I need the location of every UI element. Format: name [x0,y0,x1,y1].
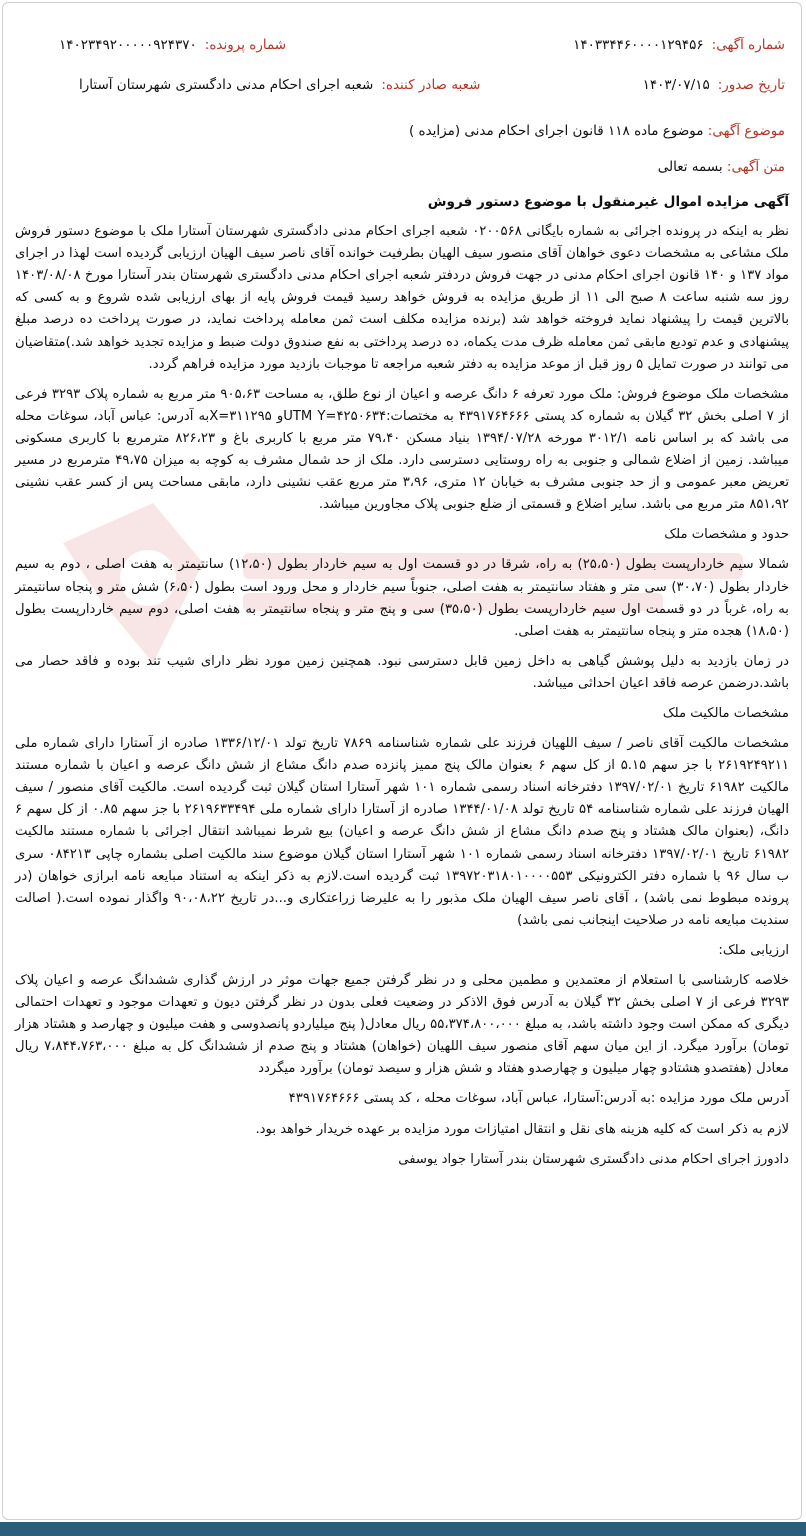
text-label: متن آگهی: [726,159,785,175]
subject-line [19,123,785,145]
valuation-title: ارزیابی ملک: [718,942,789,958]
paragraph-boundaries: شمالا سیم خاردارپست بطول (۲۵،۵۰) به راه، شرقا در دو قسمت اول به سیم خاردار بطول (۱۲،۵۰) سانتیمتر به هفت اصلی ، دوم به سیم خاردار بطول (۳۰،۷۰) سی متر و هفتاد سانتیمتر به هفت اصلی، جنوباً سیم خاردار و محل ورود است بطول (۶،۵۰) شش متر و پنجاه سانتیمتر به راه، غرباً در دو قسمت اول سیم خاردارپست بطول (۳۵،۵۰) سی و پنج متر و پنجاه سانتیمتر به هفت اصلی، دوم سیم خاردارپست بطول (۱۸،۵۰) هجده متر و پنجاه سانتیمتر به هفت اصلی. [15,557,789,639]
text-line [19,159,785,181]
notice-number-value: ۱۴۰۳۳۴۴۶۰۰۰۰۱۲۹۴۵۶ [573,37,704,53]
paragraph-auction-details: نظر به اینکه در پرونده اجرائی به شماره بایگانی ۰۲۰۰۵۶۸ شعبه اجرای احکام مدنی دادگستری شهرستان آستارا ملک با موضوع دستور فروش ملک مشاعی به مشخصات دعوی خواهان آقای منصور سیف الهیان بطرفیت خوانده آقای ناصر سیف الهیان ارزیابی گردیده است لهذا در اجرای مواد ۱۳۷ و ۱۴۰ قانون اجرای احکام مدنی در جهت فروش دردفتر شعبه اجرای احکام مدنی دادگستری شهرستان بندر آستارا مورخ ۱۴۰۳/۰۸/۰۸ روز سه شنبه ساعت ۸ صبح الی ۱۱ از طریق مزایده به فروش خواهد رسید قیمت فروش پایه از بهای ارزیابی شده شروع و به کسی که بالاترین قیمت را پیشنهاد نماید فروخته خواهد شد (برنده مزایده مکلف است ثمن معامله پرداخت نماید، در صورت پرداخت ده درصد مبلغ پیشنهادی و عدم تودیع مابقی ثمن معامله ظرف مدت یکماه، ده درصد پرداختی به نفع صندوق دولت ضبط و مزایده تجدید خواهد شد.)متقاضیان می توانند در صورت تمایل ۵ روز قبل از موعد مزایده به دفتر شعبه مراجعه تا موجبات بازدید مورد مزایده فراهم گردد. [15,224,789,372]
file-number [59,37,286,53]
file-number-value: ۱۴۰۲۳۴۹۲۰۰۰۰۰۹۲۴۳۷۰ [59,37,197,53]
signature-line: دادورز اجرای احکام مدنی دادگستری شهرستان بندر آستارا جواد یوسفی [398,1151,789,1167]
paragraph-property-specs: مشخصات ملک موضوع فروش: ملک مورد تعرفه ۶ دانگ عرصه و اعیان از نوع طلق، به مساحت ۹۰۵،۶۳ متر مربع به شماره پلاک ۳۲۹۳ فرعی از ۷ اصلی بخش ۳۲ گیلان به شماره کد پستی ۴۳۹۱۷۶۴۶۶۶ به مختصات:UTM Y=۴۲۵۰۶۳۴و X=۳۱۱۲۹۵به آدرس: عباس آباد، سوغات محله می باشد که بر اساس نامه ۳۰۱۲/۱ مورخه ۱۳۹۴/۰۷/۲۸ بنیاد مسکن ۷۹،۴۰ متر مربع با کاربری باغ و ۸۲۶،۲۳ مترمربع با کاربری مسکونی میباشد. زمین از اضلاع شمالی و جنوبی به راه روستایی دسترسی دارد. ملک از حد شمال مشرف به کوچه به میزان ۴۹،۷۵ مترمربع در مسیر تعریض معبر عمومی و از حد جنوبی مشرف به خیابان ۱۲ متری، ۳،۹۶ متر مربع عقب نشینی دارد، مابقی مساحت پس از کسر عقب نشینی ۸۵۱،۹۲ متر مربع می باشد. سایر اضلاع و قسمتی از ضلع جنوبی پلاک مجاورین میباشد. [15,386,790,513]
subject-label: موضوع آگهی: [707,123,785,139]
header-row-2 [19,73,785,97]
address-line: آدرس ملک مورد مزایده :به آدرس:آستارا، عباس آباد، سوغات محله ، کد پستی ۴۳۹۱۷۶۴۶۶۶ [288,1091,789,1107]
file-number-label: شماره پرونده: [204,37,287,53]
notice-body [15,191,789,1179]
paragraph-valuation: خلاصه کارشناسی با استعلام از معتمدین و مطمین محلی و در نظر گرفتن جمیع جهات موثر در ارزش گذاری ششدانگ عرصه و اعیان پلاک ۳۲۹۳ فرعی از ۷ اصلی بخش ۳۲ گیلان به آدرس فوق الاذکر در وضعیت فعلی بدون در نظر گرفتن دیون و تعهدات موجود و تعهدات احتمالی دیگری که ممکن است وجود داشته باشد، به مبلغ ۵۵،۳۷۴،۸۰۰،۰۰۰ ریال معادل( پنج میلیاردو پانصدوسی و هفت میلیون و چهارصد و هشتاد هزار تومان) برآورد میگرد. از این میان سهم آقای منصور سیف اللهیان (خواهان) هشتاد و پنج صدم از ششدانگ کل به مبلغ ۷،۸۴۴،۷۶۳،۰۰۰ ریال معادل (هفتصدو هشتادو چهار میلیون و چهارصدو هفتاد و شش هزار و سیصد تومان) برآورد میگردد [15,973,789,1077]
issuer-label: شعبه صادر کننده: [381,77,481,93]
paragraph-site-visit: در زمان بازدید به دلیل پوشش گیاهی به داخل زمین قابل دسترسی نبود. همچنین زمین مورد نظر دارای شیب تند بوده و فاقد حصار می باشد.درضمن عرصه فاقد اعیان احداثی میباشد. [15,653,789,691]
subject-value: موضوع ماده ۱۱۸ قانون اجرای احکام مدنی (مزایده ) [408,123,704,139]
text-intro: بسمه تعالی [657,159,723,175]
issue-date [643,77,785,93]
paragraph-ownership: مشخصات مالکیت آقای ناصر / سیف اللهیان فرزند علی شماره شناسنامه ۷۸۶۹ تاریخ تولد ۱۳۳۶/۱۲/۰۱ صادره از آستارا دارای شماره ملی ۲۶۱۹۲۴۹۲۱۱ با جز سهم ۵.۱۵ از کل سهم ۶ بعنوان مالک پنج ممیز پانزده صدم دانگ مشاع از شش دانگ عرصه و اعیان با شماره مستند مالکیت ۶۱۹۸۲ تاریخ ۱۳۹۷/۰۲/۰۱ دفترخانه اسناد رسمی شماره ۱۰۱ شهر آستارا استان گیلان ثبت گردیده است. مالکیت آقای منصور / سیف الهیان فرزند علی شماره شناسنامه ۵۴ تاریخ تولد ۱۳۴۴/۰۱/۰۸ صادره از آستارا دارای شماره ملی ۲۶۱۹۶۳۳۴۹۴ با جز سهم ۰.۸۵ از کل سهم ۶ دانگ، (بعنوان مالک هشتاد و پنج صدم دانگ مشاع از شش دانگ عرصه و اعیان) بیع شرط نمیباشد انتقال اجرائی با شماره مستند مالکیت ۶۱۹۸۲ تاریخ ۱۳۹۷/۰۲/۰۱ دفترخانه اسناد رسمی شماره ۱۰۱ شهر آستارا استان گیلان موضوع سند مالکیت اصلی بشماره چاپی ۰۸۴۲۱۳ سری ب سال ۹۶ با شماره دفتر الکترونیکی ۱۳۹۷۲۰۳۱۸۰۱۰۰۰۰۵۵۳ ثبت گردیده است.لازم به ذکر اینکه به استناد مبایعه نامه ابرازی خواهان (در پرونده مبطوط نمی باشد) ، آقای ناصر سیف الهیان ملک مذبور را به علیرضا زراعتکاری و...در تاریخ ۹۰،۰۸،۲۲ واگذار نموده است.( اصالت سندیت مبایعه نامه در صلاحیت اینجانب نمی باشد) [15,736,790,928]
ownership-title: مشخصات مالکیت ملک [662,705,789,721]
notice-title: آگهی مزایده اموال غیرمنقول با موضوع دستور فروش [427,194,789,210]
issue-date-value: ۱۴۰۳/۰۷/۱۵ [642,77,710,93]
issuer [79,77,480,93]
bottom-bar [0,1522,806,1536]
notice-number [573,37,785,53]
issue-date-label: تاریخ صدور: [717,77,785,93]
notice-number-label: شماره آگهی: [711,37,785,53]
notice-sheet [2,2,802,1520]
note-line: لازم به ذکر است که کلیه هزینه های نقل و انتقال امتیازات مورد مزایده بر عهده خریدار خواهد بود. [255,1121,789,1137]
header-row-1 [19,33,785,57]
boundaries-title: حدود و مشخصات ملک [664,527,789,543]
issuer-value: شعبه اجرای احکام مدنی دادگستری شهرستان آستارا [79,77,374,93]
